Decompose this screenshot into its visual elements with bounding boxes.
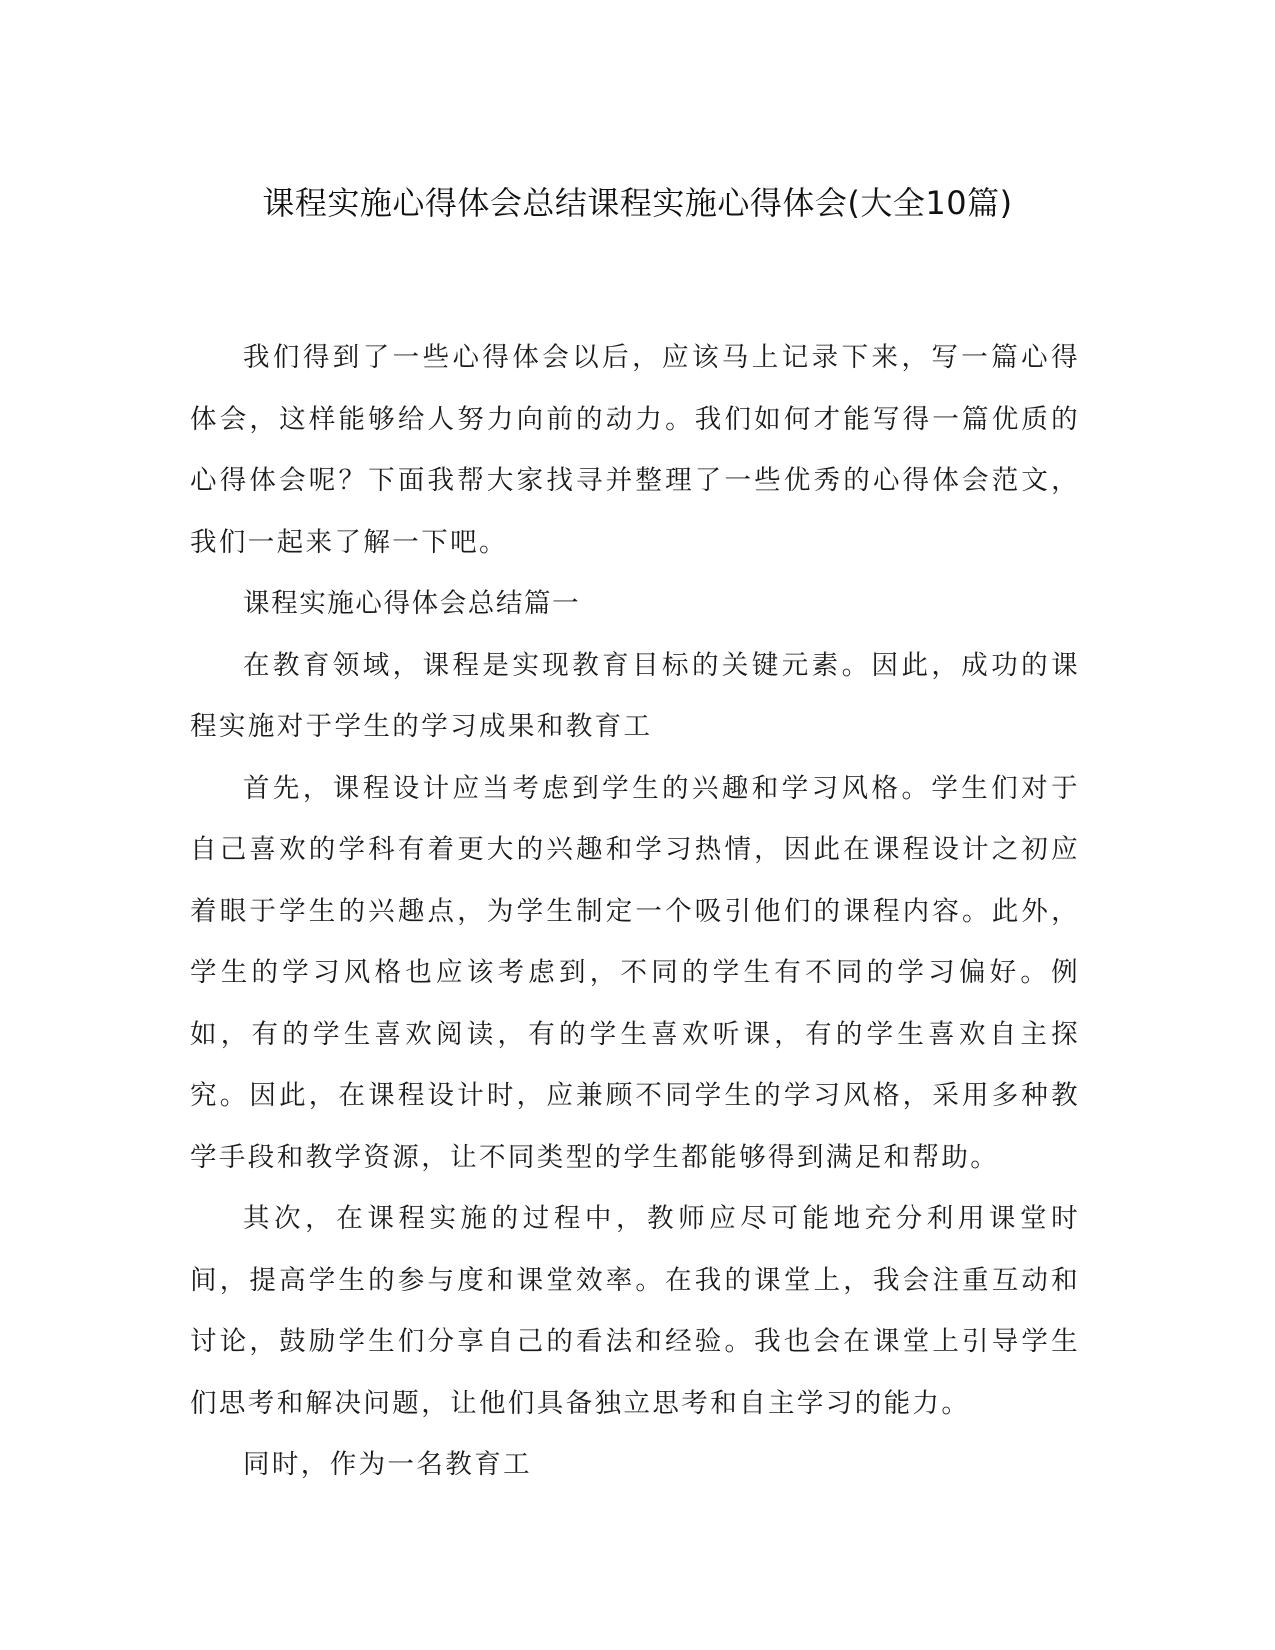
document-body bbox=[190, 327, 1080, 1496]
body-paragraph: 其次，在课程实施的过程中，教师应尽可能地充分利用课堂时间，提高学生的参与度和课堂效率。在我的课堂上，我会注重互动和讨论，鼓励学生们分享自己的看法和经验。我也会在课堂上引导学生们思考和解决问题，让他们具备独立思考和自主学习的能力。 bbox=[190, 1203, 1080, 1419]
body-paragraph: 在教育领域，课程是实现教育目标的关键元素。因此，成功的课程实施对于学生的学习成果和教育工 bbox=[190, 649, 1080, 742]
intro-paragraph: 我们得到了一些心得体会以后，应该马上记录下来，写一篇心得体会，这样能够给人努力向前的动力。我们如何才能写得一篇优质的心得体会呢？下面我帮大家找寻并整理了一些优秀的心得体会范文，我们一起来了解一下吧。 bbox=[190, 342, 1080, 558]
section-heading: 课程实施心得体会总结篇一 bbox=[243, 588, 581, 619]
body-paragraph: 同时，作为一名教育工 bbox=[243, 1449, 532, 1480]
document-title: 课程实施心得体会总结课程实施心得体会(大全10篇) bbox=[262, 184, 1013, 222]
body-paragraph: 首先，课程设计应当考虑到学生的兴趣和学习风格。学生们对于自己喜欢的学科有着更大的兴趣和学习热情，因此在课程设计之初应着眼于学生的兴趣点，为学生制定一个吸引他们的课程内容。此外，学生的学习风格也应该考虑到，不同的学生有不同的学习偏好。例如，有的学生喜欢阅读，有的学生喜欢听课，有的学生喜欢自主探究。因此，在课程设计时，应兼顾不同学生的学习风格，采用多种教学手段和教学资源，让不同类型的学生都能够得到满足和帮助。 bbox=[190, 772, 1080, 1173]
